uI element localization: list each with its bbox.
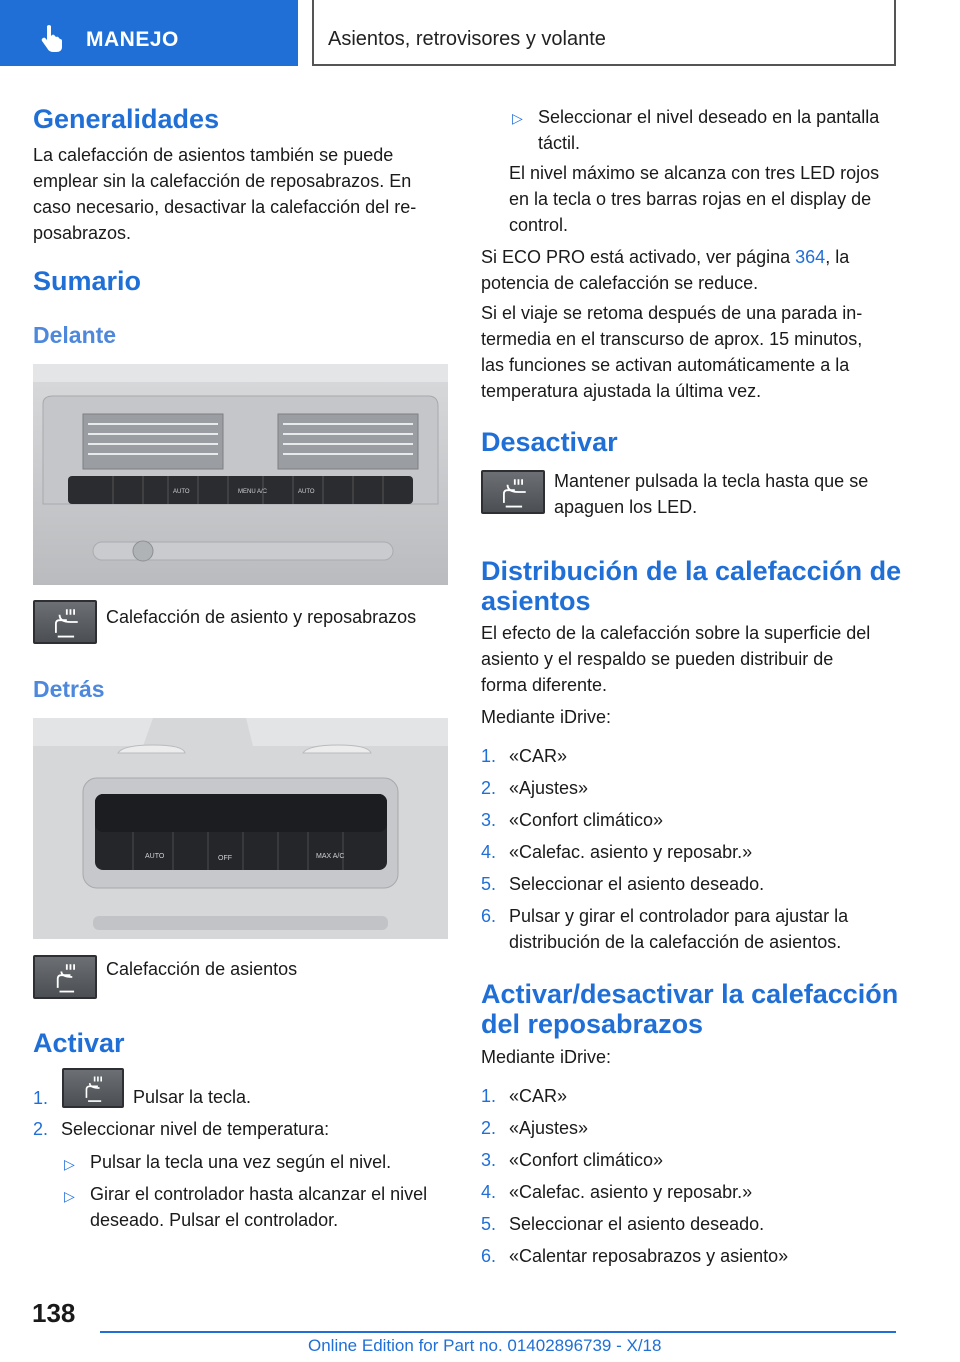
list-number: 6. [481, 906, 497, 926]
hand-icon [40, 24, 64, 52]
svg-text:OFF: OFF [218, 855, 232, 862]
idrive-label: Mediante iDrive: [481, 1047, 612, 1067]
chapter-title: Asientos, retrovisores y volante [328, 28, 606, 50]
list-number: 3. [481, 1150, 497, 1170]
section-tab [0, 0, 298, 66]
list-number: 6. [481, 1246, 497, 1266]
list-item: «Ajustes» [509, 778, 589, 798]
list-number: 4. [481, 842, 497, 862]
list-item: «Confort climático» [509, 1150, 664, 1170]
svg-text:MENU A/C: MENU A/C [238, 489, 268, 495]
list-item: «CAR» [509, 746, 568, 766]
svg-text:MAX A/C: MAX A/C [316, 853, 345, 860]
list-item: Pulsar y girar el controlador para ajustar la distribución de la calefacción de asientos. [509, 906, 849, 952]
footer-divider [100, 1331, 896, 1333]
step-text: Seleccionar nivel de temperatura: [61, 1119, 330, 1139]
list-number: 1. [481, 746, 497, 766]
svg-text:AUTO: AUTO [145, 853, 165, 860]
heading-detras: Detrás [33, 676, 105, 702]
caption-rear: Calefacción de asientos [106, 959, 298, 979]
list-number: 3. [481, 810, 497, 830]
list-item: Seleccionar el asiento deseado. [509, 1214, 765, 1234]
general-paragraph: La calefacción de asientos también se puede emplear sin la calefacción de reposabrazos. En caso necesario, desactivar la calefacción del re‐ posabrazos. [33, 145, 417, 243]
list-number: 2. [481, 1118, 497, 1138]
page-number: 138 [32, 1298, 76, 1328]
seat-heating-key-icon [481, 470, 545, 514]
footer-edition: Online Edition for Part no. 01402896739 - X/18 [308, 1336, 662, 1355]
list-number: 1. [481, 1086, 497, 1106]
heading-distribucion: Distribución de la calefacción de asientos [481, 556, 902, 616]
bullet-text: Girar el controlador hasta alcanzar el nivel deseado. Pulsar el controlador. [90, 1184, 428, 1230]
list-number: 2. [481, 778, 497, 798]
heading-reposabrazos: Activar/desactivar la calefacción del reposabrazos [481, 979, 899, 1039]
list-item: «Confort climático» [509, 810, 664, 830]
section-label: MANEJO [86, 28, 179, 51]
page-link[interactable]: 364 [795, 247, 826, 267]
seat-heating-key-icon [33, 600, 97, 644]
list-item: «Calentar reposabrazos y asiento» [509, 1246, 789, 1266]
triangle-bullet-icon: ▷ [512, 110, 523, 126]
bullet-text: Pulsar la tecla una vez según el nivel. [90, 1152, 392, 1172]
eco-paragraph: Si ECO PRO está activado, ver página 364, la potencia de calefacción se reduce. [481, 247, 850, 293]
heading-sumario: Sumario [33, 266, 142, 296]
caption-front: Calefacción de asiento y reposabrazos [106, 607, 417, 627]
svg-text:AUTO: AUTO [173, 489, 190, 495]
list-number: 5. [481, 1214, 497, 1234]
triangle-bullet-icon: ▷ [64, 1156, 75, 1172]
list-item: «Ajustes» [509, 1118, 589, 1138]
list-number: 5. [481, 874, 497, 894]
heading-activar: Activar [33, 1028, 125, 1058]
resume-paragraph: Si el viaje se retoma después de una parada in‐ termedia en el transcurso de aprox. 15 minutos, las funciones se activan automáticamente a la temperatura ajustada la última vez. [481, 303, 863, 401]
idrive-label: Mediante iDrive: [481, 707, 612, 727]
list-item: «Calefac. asiento y reposabr.» [509, 1182, 753, 1202]
front-climate-photo [33, 364, 448, 585]
step-number: 1. [33, 1088, 49, 1108]
heading-desactivar: Desactivar [481, 427, 618, 457]
list-item: «Calefac. asiento y reposabr.» [509, 842, 753, 862]
step-number: 2. [33, 1119, 49, 1139]
heading-delante: Delante [33, 322, 117, 348]
seat-heating-key-icon [62, 1068, 124, 1108]
rear-climate-photo [33, 718, 448, 939]
distrib-paragraph: El efecto de la calefacción sobre la superficie del asiento y el respaldo se pueden distribuir de forma diferente. [481, 623, 871, 695]
chapter-title-box [312, 0, 896, 66]
list-item: «CAR» [509, 1086, 568, 1106]
led-paragraph: El nivel máximo se alcanza con tres LED rojos en la tecla o tres barras rojas en el display de control. [509, 163, 880, 235]
list-number: 4. [481, 1182, 497, 1202]
list-item: Seleccionar el asiento deseado. [509, 874, 765, 894]
seat-heating-key-icon [33, 955, 97, 999]
step-text: Pulsar la tecla. [133, 1087, 252, 1107]
triangle-bullet-icon: ▷ [64, 1188, 75, 1204]
desactivar-paragraph: Mantener pulsada la tecla hasta que se apaguen los LED. [554, 471, 869, 517]
svg-text:AUTO: AUTO [298, 489, 315, 495]
heading-generalidades: Generalidades [33, 104, 220, 134]
bullet-text: Seleccionar el nivel deseado en la pantalla táctil. [538, 107, 880, 153]
